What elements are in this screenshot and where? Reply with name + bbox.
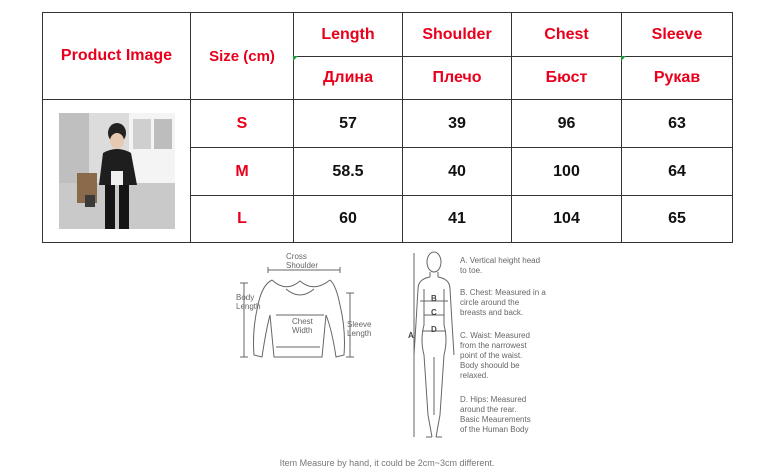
size-chart-table: [42, 12, 733, 243]
sleeve-value: 64: [622, 148, 733, 196]
shoulder-value: 39: [403, 100, 512, 148]
chest-header-ru: Бюст: [512, 57, 622, 100]
note-a: A. Vertical height head to toe.: [460, 256, 541, 275]
size-header: Size (cm): [191, 13, 294, 100]
letter-d: D: [431, 325, 437, 334]
letter-b: B: [431, 294, 437, 303]
note-c: C. Waist: Measured from the narrowest point of the waist. Body shoould be relaxed.: [460, 331, 530, 380]
chest-value: 104: [512, 196, 622, 243]
note-d: D. Hips: Measured around the rear. Basic Meaurements of the Human Body: [460, 395, 531, 434]
chest-width-label: Chest Width: [292, 317, 313, 335]
letter-c: C: [431, 308, 437, 317]
sleeve-header: Sleeve: [622, 13, 733, 57]
product-photo-cell: [43, 100, 191, 243]
body-length-label: Body Length: [236, 293, 261, 311]
chest-header: Chest: [512, 13, 622, 57]
table-row: [43, 100, 733, 148]
letter-a: A: [408, 331, 414, 340]
length-header: Length: [294, 13, 403, 57]
shoulder-value: 41: [403, 196, 512, 243]
sleeve-value: 63: [622, 100, 733, 148]
sleeve-length-label: Sleeve Length: [347, 320, 372, 338]
sleeve-header-ru: Рукав: [622, 57, 733, 100]
note-b: B. Chest: Measured in a circle around the breasts and back.: [460, 288, 546, 317]
cross-shoulder-label: Cross Shoulder: [286, 252, 319, 270]
chest-value: 100: [512, 148, 622, 196]
shoulder-header-ru: Плечо: [403, 57, 512, 100]
footer-note: Item Measure by hand, it could be 2cm~3cm different.: [279, 458, 495, 468]
shoulder-header: Shoulder: [403, 13, 512, 57]
size-label: L: [191, 196, 294, 243]
length-header-ru: Длина: [294, 57, 403, 100]
shoulder-value: 40: [403, 148, 512, 196]
size-label: S: [191, 100, 294, 148]
sleeve-value: 65: [622, 196, 733, 243]
product-photo: [59, 113, 175, 229]
length-value: 57: [294, 100, 403, 148]
product-image-header: Product Image: [43, 13, 191, 100]
length-value: 58.5: [294, 148, 403, 196]
chest-value: 96: [512, 100, 622, 148]
size-label: M: [191, 148, 294, 196]
measurement-diagrams: [0, 245, 774, 455]
length-value: 60: [294, 196, 403, 243]
